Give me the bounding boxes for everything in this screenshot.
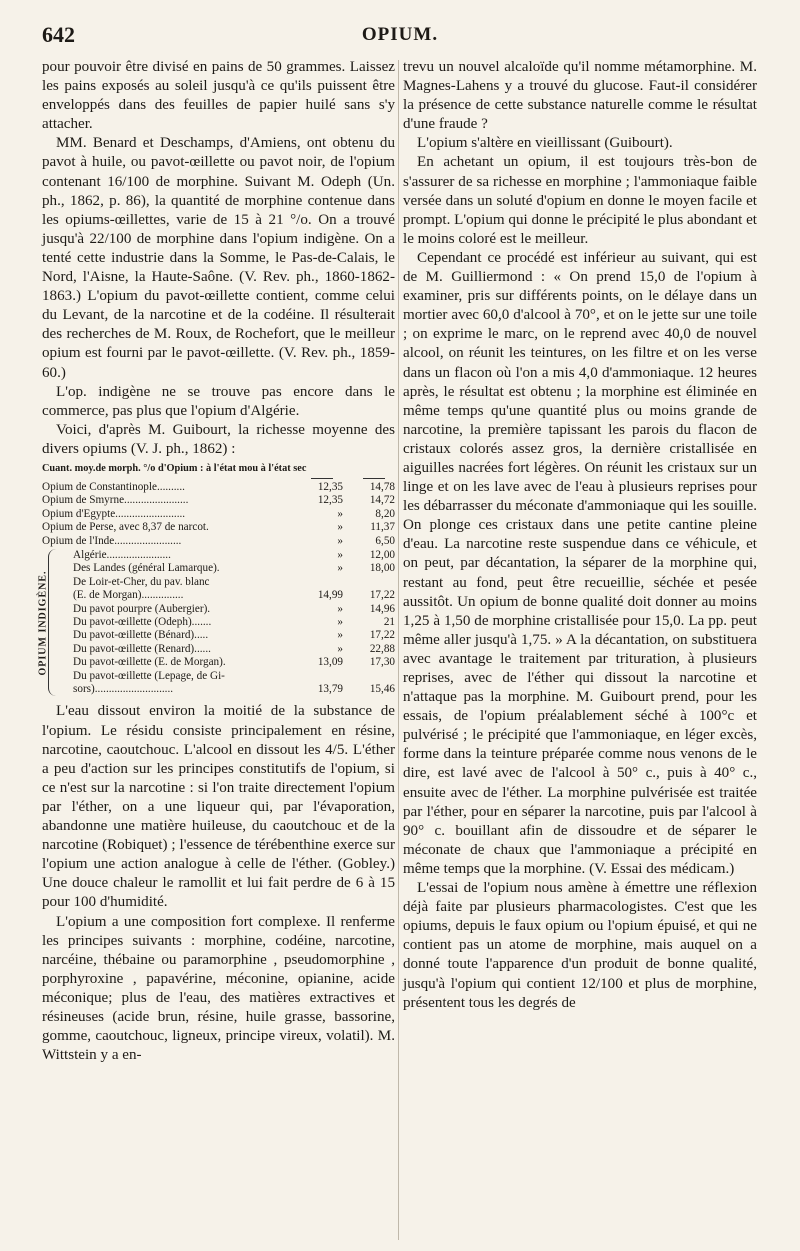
row-label: Du pavot-œillette (Odeph)....... [73,616,212,629]
row-label: Opium de Perse, avec 8,37 de narcot. [42,521,209,534]
table-row [42,494,395,507]
value-dry: 8,20 [375,507,395,520]
row-label: De Loir-et-Cher, du pav. blanc [73,575,210,588]
value-dry: 14,78 [369,480,395,493]
value-soft: 13,79 [317,683,343,696]
running-head: OPIUM. [361,24,439,45]
group-brace: OPIUM INDIGÈNE. [48,549,71,696]
value-soft: » [337,562,343,575]
table-row [42,535,395,548]
value-soft: 12,35 [317,480,343,493]
value-dry: 14,96 [369,602,395,615]
paragraph: trevu un nouvel alcaloïde qu'il nomme métamorphine. M. Magnes-Lahens y a trouvé du glucose. Faut-il considérer la présence de cette substance naturelle comme le résultat d'une fraude ? [403,59,757,133]
value-dry [343,670,395,683]
column-divider [398,60,399,1240]
value-soft: » [337,616,343,629]
value-dry: 17,22 [369,589,395,602]
value-soft: » [337,549,343,561]
paragraph: L'opium s'altère en vieillissant (Guibourt). [417,135,673,152]
paragraph: pour pouvoir être divisé en pains de 50 grammes. Laissez les pains exposés au soleil jusqu'à ce qu'ils puissent être enveloppés dans des feuilles de papier huilé sans s'y attacher. [42,59,395,133]
table-row [71,576,395,589]
row-label: Des Landes (général Lamarque). [73,562,220,575]
value-dry: 17,30 [369,656,395,669]
paragraph: MM. Benard et Deschamps, d'Amiens, ont obtenu du pavot à huile, ou pavot-œillette ou pavot noir, de l'opium contenant 16/100 de morphine. Suivant M. Odeph (Un. ph., 1862, p. 86), la quantité de morphine contenue dans les opiums-œillettes, varie de 15 à 21 °/o. On a trouvé jusqu'à 22/100 de morphine dans l'opium indigène. On a tenté cette industrie dans la Somme, le Pas-de-Calais, le Nord, l'Aisne, la Haute-Saône. (V. Rev. ph., 1860-1862-1863.) L'opium du pavot-œillette contient, comme celui du Levant, de la narcotine et de la codéine. Il résulterait des recherches de M. Roux, de Rochefort, que le meilleur opium est fourni par le pavot-œillette. (V. Rev. ph., 1859-60.) [42,135,395,381]
table-row [71,589,395,602]
value-soft: » [337,629,343,642]
table-row [71,629,395,642]
value-soft: » [337,602,343,615]
page-number: 642 [42,22,75,47]
value-soft: 12,35 [317,494,343,507]
row-label: Algérie....................... [73,549,171,561]
value-dry: 15,46 [369,683,395,696]
row-label: Opium de Constantinople.......... [42,480,185,493]
row-label: Du pavot-œillette (Lepage, de Gi- [73,669,225,682]
table-row [71,656,395,669]
morphine-table [37,461,395,697]
value-soft [283,670,343,683]
table-row [71,616,395,629]
paragraph: L'essai de l'opium nous amène à émettre une réflexion déjà faite par plusieurs pharmacologistes. C'est que les opiums, depuis le faux opium ou l'opium épuisé, et qui ne contient pas un atome de morphine, mais auquel on a donné toute l'apparence d'un produit de bonne qualité, jusqu'à l'opium qui contient 12/100 et plus de morphine, présentent tous les degrés de [403,880,757,1011]
value-dry: 21 [383,616,395,629]
value-dry: 6,50 [375,534,395,547]
paragraph: L'eau dissout environ la moitié de la substance de l'opium. Le résidu consiste principalement en résine, narcotine, caoutchouc. L'alcool en dissout les 4/5. L'éther a peu d'action sur les principes constitutifs de l'opium, si ce n'est sur la narcotine : si l'on traite directement l'opium par l'éther, on a une liqueur qui, par l'évaporation, abandonne une matière huileuse, du caoutchouc et de la narcotine (Robiquet) ; l'essence de térébenthine exerce sur l'opium une action analogue à celle de l'éther. (Gobley.) Une douce chaleur le ramollit et lui fait perdre de 6 à 15 pour 100 d'humidité. [42,703,395,911]
value-dry: 12,00 [369,549,395,561]
table-row [42,481,395,494]
value-dry: 18,00 [369,562,395,575]
value-dry: 11,37 [370,521,395,534]
row-label: Du pavot-œillette (Bénard)..... [73,629,209,642]
value-dry: 14,72 [369,494,395,507]
page-header [42,22,758,50]
value-dry: 17,22 [369,629,395,642]
table-row [42,508,395,521]
row-label: Du pavot-œillette (Renard)...... [73,642,211,655]
table-header-rule [42,478,395,479]
paragraph: Voici, d'après M. Guibourt, la richesse moyenne des divers opiums (V. J. ph., 1862) : [42,421,395,457]
row-label: Opium d'Egypte......................... [42,507,186,520]
row-label: Du pavot pourpre (Aubergier). [73,602,211,615]
row-label: Opium de l'Inde........................ [42,534,182,547]
value-dry: 22,88 [369,642,395,655]
table-row [71,683,395,696]
right-column [403,58,757,1013]
table-row [71,670,395,683]
table-row [71,603,395,616]
paragraph: L'opium a une composition fort complexe. Il renferme les principes suivants : morphine, codéine, narcotine, narcéine, thébaine ou paramorphine , pseudomorphine , porphyroxine , papavérine, méconine, opianine, acide méconique; plus de l'eau, des matières extractives et résineuses (acide brun, résine, huile grasse, bassorine, gomme, caoutchouc, ligneux, principe vireux, volatil). M. Wittstein y a en- [42,913,395,1064]
row-label: (E. de Morgan)............... [73,589,184,602]
paragraph: Cependant ce procédé est inférieur au suivant, qui est de M. Guilliermond : « On prend 15,0 de l'opium à examiner, pris sur différents points, on le délaye dans un mortier avec 60,0 d'alcool à 70°, et on le jette sur une toile ; on exprime le marc, on le reprend avec 40,0 de nouvel alcool, on réunit les teintures, on les filtre et on les verse dans un flacon où l'on a mis 4,0 d'ammoniaque. 12 heures après, le résultat est obtenu ; la morphine est éliminée en même temps qu'une quantité plus ou moins grande de narcotine, la première tapissant les parois du flacon de cristaux colorés assez gros, la dernière cristallisée en aiguilles nacrées fort légères. On réunit les cristaux sur un linge et on les lave avec de l'eau à plusieurs reprises pour les débarrasser du méconate d'ammoniaque qui les souille. On plonge ces cristaux dans une petite cantine pleine d'eau. La narcotine reste suspendue dans ce véhicule, et on peut, par décantation, la séparer de la morphine qui, restant au fond, peut être recueillie, séchée et pesée aussitôt. Un opium de bonne qualité doit donner au moins 1,25 à 1,50 de morphine cristallisée pour 15,0. La pp. peut même aller jusqu'à 1,75. » A la décantation, on substituera avec avantage le traitement par trituration, à plusieurs reprises, avec de l'éther qui dissout la narcotine et n'attaque pas la morphine. M. Guibourt prend, pour les essais, de l'opium préalablement séché à 100°c et pulvérisé ; le précipité que l'ammoniaque, en léger excès, forme dans la teinture préparée comme nous venons de le dire, est lavé avec de l'alcool à 50° c., puis à 40° c., ensuite avec de l'éther. La morphine pulvérisée est traitée par l'éther, pour en séparer la narcotine, puis par l'alcool à 90° c. bouillant afin de dissoudre et de séparer le méconate de chaux que l'ammoniaque a précipité en même temps que la morphine. (V. Essai des médicam.) [403,249,757,877]
table-row [42,521,395,534]
paragraph: L'op. indigène ne se trouve pas encore dans le commerce, pas plus que l'opium d'Algérie. [42,383,395,419]
value-soft: » [337,642,343,655]
value-soft: 14,99 [317,589,343,602]
table-header: Cuant. moy.de morph. °/o d'Opium : à l'état mou à l'état sec [42,462,307,474]
value-dry [343,576,395,589]
left-column [37,58,395,1065]
value-soft: » [337,534,343,547]
opium-indigene-group [37,549,395,696]
table-row [71,643,395,656]
row-label: Opium de Smyrne....................... [42,494,189,507]
value-soft [283,576,343,589]
row-label: Du pavot-œillette (E. de Morgan). [73,656,226,669]
row-label: sors)............................ [73,683,174,696]
value-soft: » [337,521,343,534]
value-soft: 13,09 [317,656,343,669]
value-soft: » [337,507,343,520]
paragraph: En achetant un opium, il est toujours très-bon de s'assurer de sa richesse en morphine ; l'ammoniaque faible versée dans un soluté d'opium en donne le moyen facile et prompt. L'opium qui donne le précipité le plus abondant et le moins coloré est le meilleur. [403,154,757,247]
table-row [71,549,395,562]
table-row [71,562,395,575]
